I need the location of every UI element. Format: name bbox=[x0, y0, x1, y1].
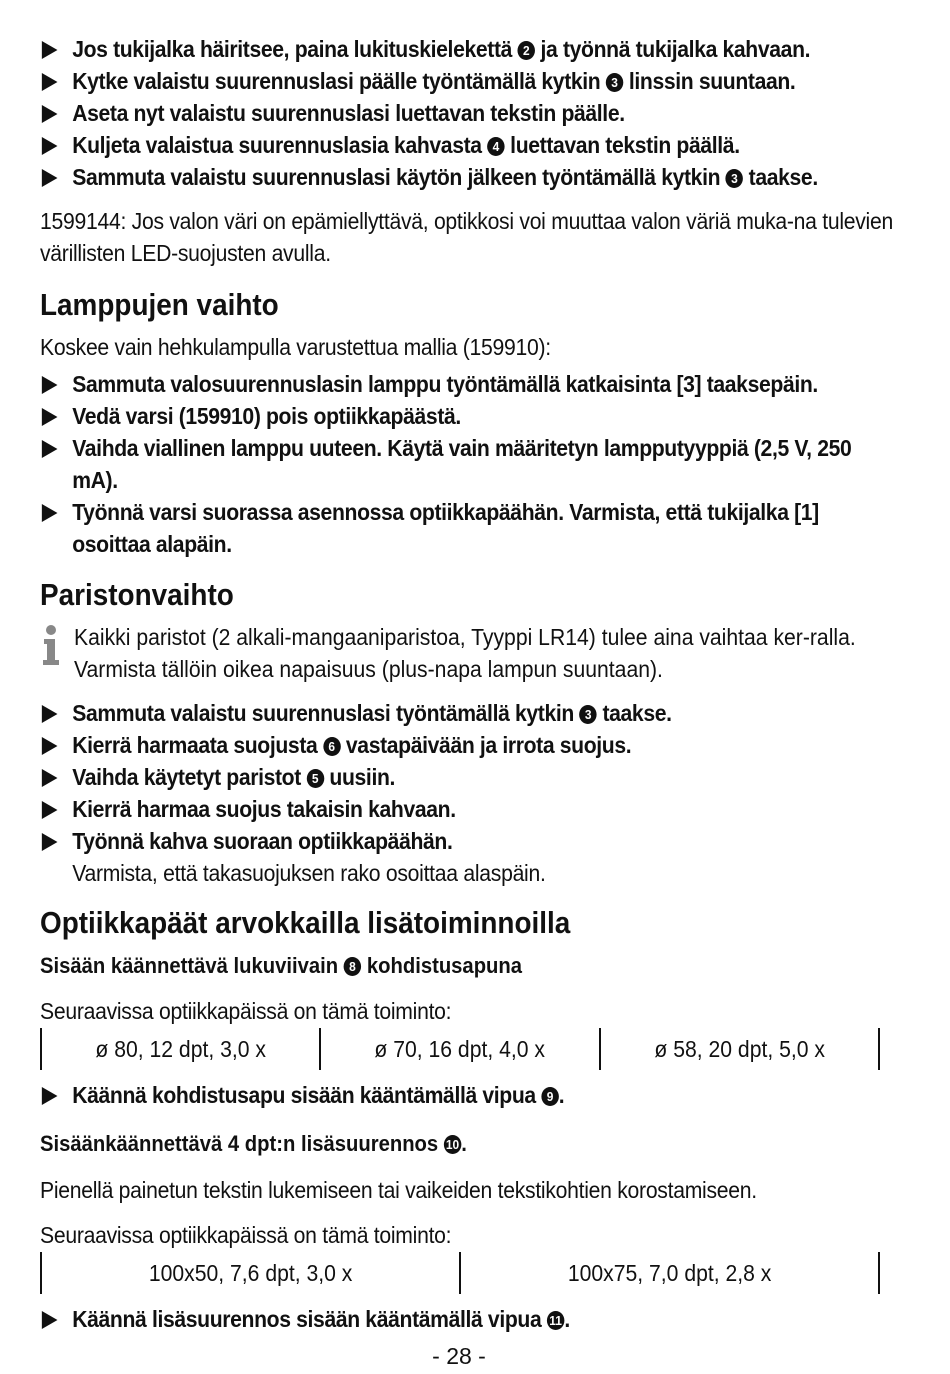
guide-step bbox=[40, 1079, 900, 1111]
step-item: Työnnä kahva suoraan optiikkapäähän. bbox=[40, 825, 928, 857]
arrow-icon bbox=[42, 408, 58, 426]
number-badge: 3 bbox=[579, 705, 596, 724]
step-item: Kytke valaistu suurennuslasi päälle työntämällä kytkin 3 linssin suuntaan. bbox=[40, 65, 928, 97]
magnifier-intro: Seuraavissa optiikkapäissä on tämä toiminto: bbox=[40, 1222, 452, 1248]
battery-info: Kaikki paristot (2 alkali-mangaaniparistoa, Tyyppi LR14) tulee aina vaihtaa ker-ralla. Varmista tällöin oikea napaisuus (plus-napa lampun suuntaan). bbox=[74, 624, 856, 682]
step-item: Työnnä varsi suorassa asennossa optiikkapäähän. Varmista, että tukijalka [1] osoittaa alapäin. bbox=[40, 496, 882, 560]
magnifier-step bbox=[40, 1303, 900, 1335]
step-item: Käännä kohdistusapu sisään kääntämällä vipua 9 . bbox=[40, 1079, 928, 1111]
page-number: - 28 - bbox=[432, 1343, 486, 1369]
number-badge: 3 bbox=[606, 73, 623, 92]
arrow-icon bbox=[42, 1311, 58, 1329]
battery-note: Varmista, että takasuojuksen rako osoittaa alaspäin. bbox=[72, 860, 546, 886]
step-item: Sammuta valosuurennuslasin lamppu työntämällä katkaisinta [3] taaksepäin. bbox=[40, 368, 928, 400]
number-badge: 5 bbox=[306, 769, 323, 788]
number-badge: 3 bbox=[726, 169, 743, 188]
step-item: Jos tukijalka häiritsee, paina lukituskielekettä 2 ja työnnä tukijalka kahvaan. bbox=[40, 33, 928, 65]
arrow-icon bbox=[42, 769, 58, 787]
step-item: Kierrä harmaata suojusta 6 vastapäivään ja irrota suojus. bbox=[40, 729, 928, 761]
sub-heading-guide: Sisään käännettävä lukuviivain 8 kohdistusapuna bbox=[40, 953, 523, 978]
guide-intro: Seuraavissa optiikkapäissä on tämä toiminto: bbox=[40, 998, 452, 1024]
section-heading-optics: Optiikkapäät arvokkailla lisätoiminnoilla bbox=[40, 905, 571, 940]
arrow-icon bbox=[42, 1087, 58, 1105]
number-badge: 9 bbox=[541, 1087, 558, 1106]
spec-cell: 100x75, 7,0 dpt, 2,8 x bbox=[459, 1252, 880, 1294]
lamp-intro: Koskee vain hehkulampulla varustettua mallia (159910): bbox=[40, 334, 551, 360]
arrow-icon bbox=[42, 376, 58, 394]
section-heading-battery: Paristonvaihto bbox=[40, 577, 234, 612]
number-badge: 11 bbox=[547, 1311, 564, 1330]
step-item: Kuljeta valaistua suurennuslasia kahvasta 4 luettavan tekstin päällä. bbox=[40, 129, 928, 161]
battery-steps bbox=[40, 697, 900, 889]
arrow-icon bbox=[42, 137, 58, 155]
step-item: Vedä varsi (159910) pois optiikkapäästä. bbox=[40, 400, 928, 432]
step-item: Käännä lisäsuurennos sisään kääntämällä vipua 11 . bbox=[40, 1303, 928, 1335]
spec-cell: ø 70, 16 dpt, 4,0 x bbox=[319, 1028, 598, 1070]
step-item: Vaihda käytetyt paristot 5 uusiin. bbox=[40, 761, 928, 793]
step-item: Sammuta valaistu suurennuslasi työntämällä kytkin 3 taakse. bbox=[40, 697, 928, 729]
arrow-icon bbox=[42, 105, 58, 123]
color-note: 1599144: Jos valon väri on epämiellyttävä, optikkosi voi muuttaa valon väriä muka-na tulevien värillisten LED-suojusten avulla. bbox=[40, 208, 893, 266]
step-item: Vaihda viallinen lamppu uuteen. Käytä vain määritetyn lampputyyppiä (2,5 V, 250 mA). bbox=[40, 432, 882, 496]
info-icon bbox=[40, 624, 62, 666]
arrow-icon bbox=[42, 737, 58, 755]
arrow-icon bbox=[42, 705, 58, 723]
spec-table-magnifier bbox=[40, 1252, 880, 1294]
number-badge: 4 bbox=[487, 137, 504, 156]
arrow-icon bbox=[42, 169, 58, 187]
arrow-icon bbox=[42, 504, 58, 522]
sub-heading-magnifier: Sisäänkäännettävä 4 dpt:n lisäsuurennos 10. bbox=[40, 1131, 467, 1156]
arrow-icon bbox=[42, 73, 58, 91]
lamp-steps bbox=[40, 368, 900, 560]
spec-cell: ø 58, 20 dpt, 5,0 x bbox=[599, 1028, 880, 1070]
number-badge: 6 bbox=[323, 737, 340, 756]
spec-cell: ø 80, 12 dpt, 3,0 x bbox=[40, 1028, 319, 1070]
arrow-icon bbox=[42, 41, 58, 59]
number-badge: 10 bbox=[444, 1135, 461, 1154]
arrow-icon bbox=[42, 833, 58, 851]
section-heading-lamp: Lamppujen vaihto bbox=[40, 287, 279, 322]
steps-top bbox=[40, 33, 900, 193]
spec-cell: 100x50, 7,6 dpt, 3,0 x bbox=[40, 1252, 459, 1294]
magnifier-desc: Pienellä painetun tekstin lukemiseen tai vaikeiden tekstikohtien korostamiseen. bbox=[40, 1177, 757, 1203]
number-badge: 8 bbox=[344, 957, 361, 976]
arrow-icon bbox=[42, 801, 58, 819]
arrow-icon bbox=[42, 440, 58, 458]
step-item: Kierrä harmaa suojus takaisin kahvaan. bbox=[40, 793, 928, 825]
number-badge: 2 bbox=[518, 41, 535, 60]
step-item: Aseta nyt valaistu suurennuslasi luettavan tekstin päälle. bbox=[40, 97, 928, 129]
spec-table-guide bbox=[40, 1028, 880, 1070]
step-item: Sammuta valaistu suurennuslasi käytön jälkeen työntämällä kytkin 3 taakse. bbox=[40, 161, 928, 193]
